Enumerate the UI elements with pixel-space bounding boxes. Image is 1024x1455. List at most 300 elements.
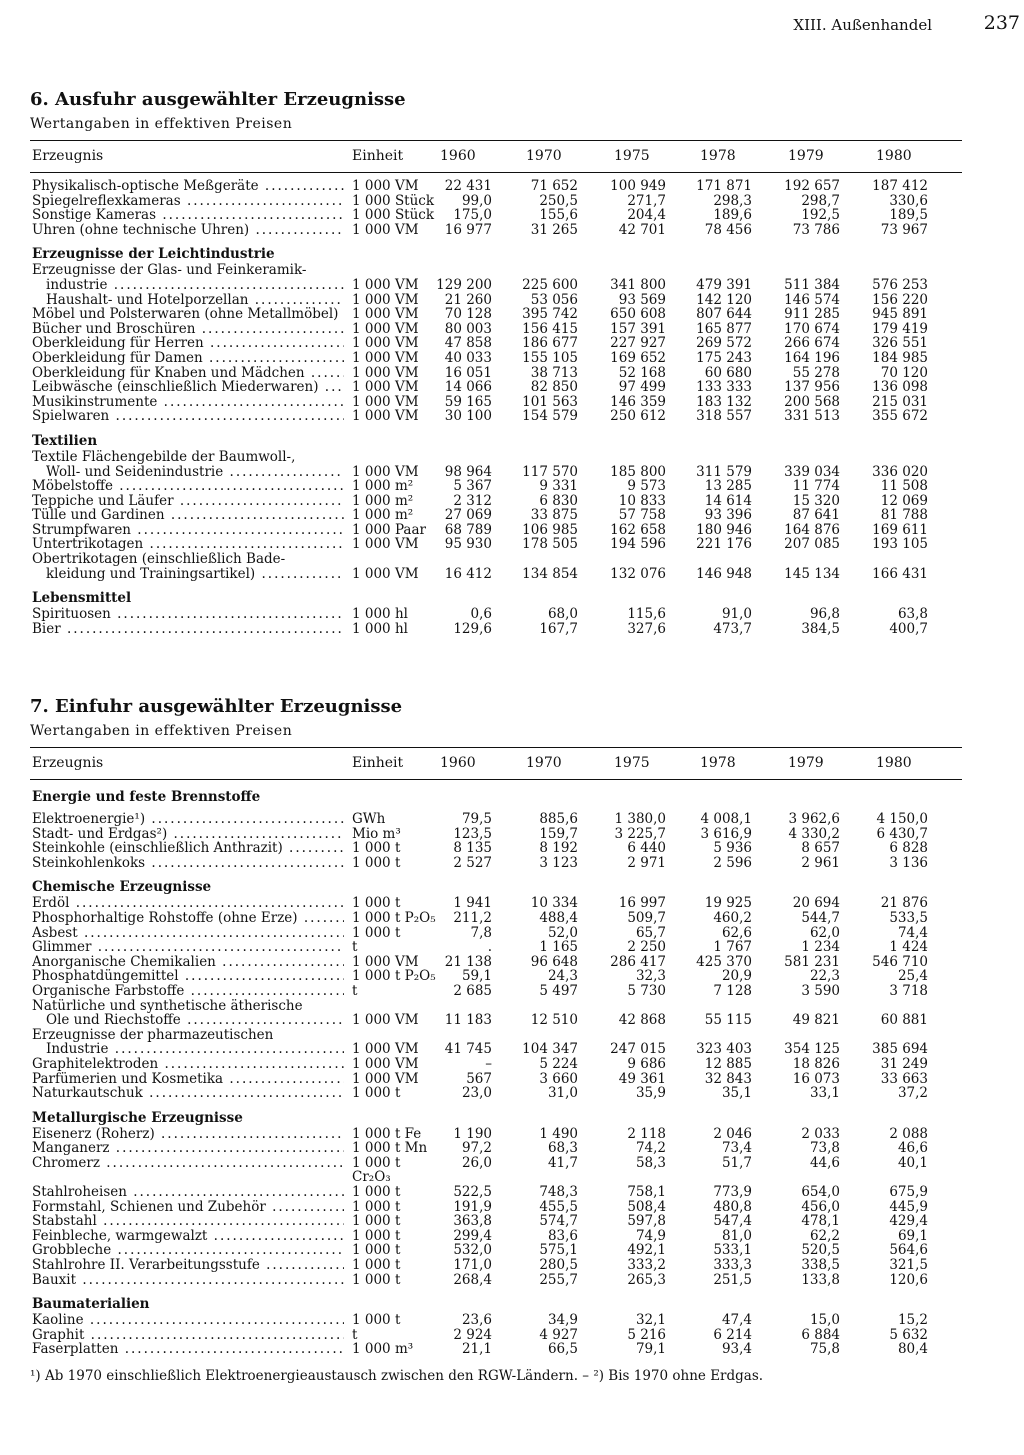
table-row (30, 552, 962, 567)
value-cell: 12 510 (530, 1012, 578, 1029)
footnote: ¹) Ab 1970 einschließlich Elektroenergieaustausch zwischen den RGW-Ländern. – ²) Bis 1970 ohne Erdgas. (30, 1368, 764, 1384)
row-label: Faserplatten ..... (32, 1342, 344, 1357)
value-cell: 15 320 (792, 492, 840, 509)
value-cell: 6 440 (627, 840, 666, 857)
value-cell: 145 134 (784, 565, 840, 582)
value-cell: 37,2 (897, 1085, 928, 1102)
value-cell: 74,4 (897, 924, 928, 941)
value-cell: 133 333 (696, 379, 752, 396)
table-subtitle: Wertangaben in effektiven Preisen (30, 723, 293, 739)
row-label: Stahlrohre II. Verarbeitungsstufe ..... (32, 1258, 344, 1273)
row-unit: 1 000 t (352, 1242, 401, 1259)
value-cell: 129 200 (436, 276, 492, 293)
value-cell: 480,8 (713, 1198, 752, 1215)
value-cell: 247 015 (610, 1041, 666, 1058)
column-header-year: 1978 (700, 755, 736, 771)
value-cell: 2 088 (889, 1125, 928, 1142)
value-cell: 25,4 (897, 968, 928, 985)
table-row (30, 1229, 962, 1244)
value-cell: 41 745 (444, 1041, 492, 1058)
row-unit: 1 000 t (352, 840, 401, 857)
value-cell: 146 359 (610, 393, 666, 410)
table-header (30, 140, 962, 173)
row-label: Woll- und Seidenindustrie ..... (46, 465, 344, 480)
row-label: Sonstige Kameras ..... (32, 208, 344, 223)
value-cell: 6 430,7 (876, 825, 928, 842)
section-heading (30, 788, 962, 806)
value-cell: 331 513 (784, 408, 840, 425)
value-cell: 74,2 (635, 1140, 666, 1157)
value-cell: 169 611 (872, 521, 928, 538)
value-cell: 215 031 (872, 393, 928, 410)
value-cell: 79,1 (635, 1341, 666, 1358)
value-cell: 80,4 (897, 1341, 928, 1358)
value-cell: 3 123 (539, 854, 578, 871)
value-cell: 522,5 (453, 1184, 492, 1201)
table-row (30, 179, 962, 194)
value-cell: 574,7 (539, 1213, 578, 1230)
row-unit: 1 000 VM (352, 379, 419, 396)
value-cell: 193 105 (872, 536, 928, 553)
value-cell: 100 949 (610, 178, 666, 194)
row-unit: Cr₂O₃ (352, 1169, 391, 1186)
value-cell: 945 891 (872, 306, 928, 323)
value-cell: 354 125 (784, 1041, 840, 1058)
value-cell: 183 132 (696, 393, 752, 410)
value-cell: 59,1 (461, 968, 492, 985)
row-unit: 1 000 VM (352, 463, 419, 480)
row-label: Formstahl, Schienen und Zubehör ..... (32, 1200, 344, 1215)
row-label: Phosphatdüngemittel ..... (32, 969, 344, 984)
value-cell: 547,4 (713, 1213, 752, 1230)
table-row (30, 1185, 962, 1200)
row-unit: t (352, 982, 358, 999)
row-label: Tülle und Gardinen ..... (32, 508, 344, 523)
value-cell: 15,2 (897, 1312, 928, 1329)
value-cell: 87 641 (792, 507, 840, 524)
value-cell: 400,7 (889, 620, 928, 637)
value-cell: 488,4 (539, 909, 578, 926)
row-unit: 1 000 Stück (352, 192, 435, 209)
column-header-year: 1979 (788, 755, 824, 771)
value-cell: 16 977 (444, 221, 492, 238)
value-cell: 250,5 (539, 192, 578, 209)
table-row (30, 1214, 962, 1229)
column-header-year: 1979 (788, 148, 824, 164)
value-cell: 14 066 (444, 379, 492, 396)
value-cell: 93 396 (704, 507, 752, 524)
value-cell: 4 008,1 (700, 811, 752, 827)
value-cell: 60 680 (704, 364, 752, 381)
value-cell: 157 391 (610, 320, 666, 337)
value-cell: 265,3 (627, 1271, 666, 1288)
row-label: Textile Flächengebilde der Baumwoll-, (32, 449, 296, 465)
row-unit: 1 000 m² (352, 492, 414, 509)
row-label: Untertrikotagen ..... (32, 537, 344, 552)
table-row (30, 450, 962, 465)
row-unit: 1 000 Paar (352, 521, 426, 538)
value-cell: 363,8 (453, 1213, 492, 1230)
value-cell: 21 876 (880, 895, 928, 912)
value-cell: 23,0 (461, 1085, 492, 1102)
value-cell: 136 098 (872, 379, 928, 396)
import-table (30, 695, 962, 1357)
value-cell: 69,1 (897, 1227, 928, 1244)
value-cell: 533,5 (889, 909, 928, 926)
value-cell: 564,6 (889, 1242, 928, 1259)
value-cell: 27 069 (444, 507, 492, 524)
table-row (30, 607, 962, 622)
table-row (30, 984, 962, 999)
value-cell: 186 677 (522, 335, 578, 352)
value-cell: 170 674 (784, 320, 840, 337)
table-row (30, 1243, 962, 1258)
row-label: Erzeugnisse der pharmazeutischen (32, 1027, 274, 1043)
value-cell: 298,7 (801, 192, 840, 209)
value-cell: 255,7 (539, 1271, 578, 1288)
row-label: Organische Farbstoffe ..... (32, 984, 344, 999)
row-unit: GWh (352, 811, 386, 827)
value-cell: 576 253 (872, 276, 928, 293)
value-cell: 99,0 (461, 192, 492, 209)
value-cell: 384,5 (801, 620, 840, 637)
row-label: Elektroenergie¹) ..... (32, 812, 344, 827)
value-cell: 38 713 (530, 364, 578, 381)
table-row (30, 1086, 962, 1101)
row-unit: 1 000 t (352, 1198, 401, 1215)
value-cell: 8 192 (539, 840, 578, 857)
row-label: Parfümerien und Kosmetika ..... (32, 1072, 344, 1087)
value-cell: 185 800 (610, 463, 666, 480)
column-header-year: 1975 (614, 755, 650, 771)
row-unit: 1 000 t (352, 1312, 401, 1329)
value-cell: 33 663 (880, 1070, 928, 1087)
row-unit: 1 000 t (352, 1257, 401, 1274)
value-cell: 44,6 (809, 1154, 840, 1171)
row-unit: 1 000 VM (352, 1070, 419, 1087)
column-header-product: Erzeugnis (32, 755, 104, 771)
table-row (30, 999, 962, 1014)
row-unit: 1 000 VM (352, 393, 419, 410)
value-cell: 1 424 (889, 939, 928, 956)
value-cell: 8 135 (453, 840, 492, 857)
row-unit: 1 000 t P₂O₅ (352, 909, 436, 926)
row-unit: t (352, 1326, 358, 1343)
value-cell: 164 196 (784, 349, 840, 366)
value-cell: 16 412 (444, 565, 492, 582)
running-head-section: XIII. Außenhandel (793, 16, 932, 34)
section-heading-label: Energie und feste Brennstoffe (32, 789, 261, 805)
column-header-product: Erzeugnis (32, 148, 104, 164)
table-row (30, 1258, 962, 1273)
value-cell: 30 100 (444, 408, 492, 425)
row-label: Steinkohle (einschließlich Anthrazit) ..... (32, 841, 344, 856)
value-cell: 55 278 (792, 364, 840, 381)
value-cell: 123,5 (453, 825, 492, 842)
value-cell: 478,1 (801, 1213, 840, 1230)
value-cell: 299,4 (453, 1227, 492, 1244)
value-cell: 2 971 (627, 854, 666, 871)
value-cell: 96 648 (530, 953, 578, 970)
value-cell: 511 384 (784, 276, 840, 293)
value-cell: 33,1 (809, 1085, 840, 1102)
table-row (30, 278, 962, 293)
table-row (30, 537, 962, 552)
row-label: Öle und Riechstoffe ..... (46, 1013, 344, 1028)
value-cell: – (485, 1055, 492, 1072)
value-cell: 2 118 (627, 1125, 666, 1142)
row-unit: 1 000 t (352, 854, 401, 871)
table-row (30, 479, 962, 494)
column-header-year: 1978 (700, 148, 736, 164)
table-row (30, 1127, 962, 1142)
value-cell: 12 069 (880, 492, 928, 509)
row-unit: 1 000 VM (352, 349, 419, 366)
value-cell: 341 800 (610, 276, 666, 293)
value-cell: 2 685 (453, 982, 492, 999)
value-cell: 154 579 (522, 408, 578, 425)
value-cell: 59 165 (444, 393, 492, 410)
row-unit: 1 000 VM (352, 364, 419, 381)
value-cell: 68,3 (547, 1140, 578, 1157)
table-row (30, 307, 962, 322)
value-cell: 385 694 (872, 1041, 928, 1058)
row-label: Bücher und Broschüren ..... (32, 322, 344, 337)
row-unit: 1 000 t (352, 924, 401, 941)
value-cell: 57 758 (618, 507, 666, 524)
value-cell: 19 925 (704, 895, 752, 912)
value-cell: 2 961 (801, 854, 840, 871)
table-row (30, 336, 962, 351)
table-row (30, 856, 962, 871)
value-cell: 7,8 (470, 924, 492, 941)
value-cell: 395 742 (522, 306, 578, 323)
row-label: Chromerz ..... (32, 1156, 344, 1171)
value-cell: 268,4 (453, 1271, 492, 1288)
row-label: Manganerz ..... (32, 1141, 344, 1156)
value-cell: 95 930 (444, 536, 492, 553)
value-cell: 2 033 (801, 1125, 840, 1142)
value-cell: 532,0 (453, 1242, 492, 1259)
table-row (30, 622, 962, 637)
value-cell: 323 403 (696, 1041, 752, 1058)
value-cell: 200 568 (784, 393, 840, 410)
value-cell: 6 830 (539, 492, 578, 509)
value-cell: 11 183 (444, 1012, 492, 1029)
value-cell: 333,2 (627, 1257, 666, 1274)
row-unit: 1 000 t Fe (352, 1125, 422, 1142)
value-cell: 2 527 (453, 854, 492, 871)
value-cell: 81 788 (880, 507, 928, 524)
row-label: Phosphorhaltige Rohstoffe (ohne Erze) ..... (32, 911, 344, 926)
table-row (30, 841, 962, 856)
table-title: 6. Ausfuhr ausgewählter Erzeugnisse (30, 89, 406, 110)
value-cell: 654,0 (801, 1184, 840, 1201)
value-cell: 5 730 (627, 982, 666, 999)
row-label: Oberkleidung für Herren ..... (32, 336, 344, 351)
value-cell: 339 034 (784, 463, 840, 480)
table-row (30, 1328, 962, 1343)
value-cell: 32,3 (635, 968, 666, 985)
value-cell: 80 003 (444, 320, 492, 337)
value-cell: 31 249 (880, 1055, 928, 1072)
row-label: Teppiche und Läufer ..... (32, 494, 344, 509)
value-cell: 10 334 (530, 895, 578, 912)
value-cell: 4 927 (539, 1326, 578, 1343)
value-cell: 9 686 (627, 1055, 666, 1072)
row-label: Stabstahl ..... (32, 1214, 344, 1229)
value-cell: 1 234 (801, 939, 840, 956)
row-unit: 1 000 m² (352, 478, 414, 495)
value-cell: 142 120 (696, 291, 752, 308)
value-cell: 46,6 (897, 1140, 928, 1157)
row-label: Spiegelreflexkameras ..... (32, 194, 344, 209)
value-cell: 10 833 (618, 492, 666, 509)
value-cell: 21 260 (444, 291, 492, 308)
row-unit: 1 000 hl (352, 606, 408, 623)
row-unit: 1 000 t (352, 1085, 401, 1102)
table-row (30, 208, 962, 223)
value-cell: 81,0 (721, 1227, 752, 1244)
value-cell: 520,5 (801, 1242, 840, 1259)
value-cell: 24,3 (547, 968, 578, 985)
value-cell: 807 644 (696, 306, 752, 323)
value-cell: 68 789 (444, 521, 492, 538)
value-cell: 1 767 (713, 939, 752, 956)
table-row (30, 523, 962, 538)
value-cell: 70 120 (880, 364, 928, 381)
value-cell: 194 596 (610, 536, 666, 553)
value-cell: 62,2 (809, 1227, 840, 1244)
table-row (30, 508, 962, 523)
value-cell: 82 850 (530, 379, 578, 396)
value-cell: 4 150,0 (876, 811, 928, 827)
value-cell: 266 674 (784, 335, 840, 352)
table-row (30, 1057, 962, 1072)
row-label: Graphit ..... (32, 1328, 344, 1343)
value-cell: 20,9 (721, 968, 752, 985)
value-cell: 73 786 (792, 221, 840, 238)
table-row (30, 969, 962, 984)
table-title: 7. Einfuhr ausgewählter Erzeugnisse (30, 696, 403, 717)
row-label: Erzeugnisse der Glas- und Feinkeramik- (32, 263, 307, 278)
value-cell: 55 115 (704, 1012, 752, 1029)
value-cell: 14 614 (704, 492, 752, 509)
row-unit: 1 000 VM (352, 320, 419, 337)
row-unit: 1 000 VM (352, 306, 419, 323)
value-cell: 189,5 (889, 207, 928, 224)
value-cell: 885,6 (539, 811, 578, 827)
value-cell: 65,7 (635, 924, 666, 941)
row-unit: 1 000 t P₂O₅ (352, 968, 436, 985)
value-cell: 18 826 (792, 1055, 840, 1072)
value-cell: 26,0 (461, 1154, 492, 1171)
value-cell: 5 936 (713, 840, 752, 857)
column-header-unit: Einheit (352, 148, 404, 164)
value-cell: 98 964 (444, 463, 492, 480)
row-unit: 1 000 t (352, 1154, 401, 1171)
value-cell: 3 660 (539, 1070, 578, 1087)
value-cell: 748,3 (539, 1184, 578, 1201)
value-cell: 33 875 (530, 507, 578, 524)
section-heading (30, 1295, 962, 1313)
section-heading-label: Baumaterialien (32, 1296, 150, 1313)
value-cell: 650 608 (610, 306, 666, 323)
value-cell: 42 701 (618, 221, 666, 238)
value-cell: 156 220 (872, 291, 928, 308)
value-cell: 327,6 (627, 620, 666, 637)
row-unit: 1 000 VM (352, 953, 419, 970)
value-cell: 269 572 (696, 335, 752, 352)
value-cell: 338,5 (801, 1257, 840, 1274)
value-cell: 492,1 (627, 1242, 666, 1259)
value-cell: 35,1 (721, 1085, 752, 1102)
row-label: Physikalisch-optische Meßgeräte ..... (32, 179, 344, 194)
value-cell: 191,9 (453, 1198, 492, 1215)
section-heading-label: Metallurgische Erzeugnisse (32, 1109, 243, 1126)
value-cell: 93 569 (618, 291, 666, 308)
value-cell: 31,0 (547, 1085, 578, 1102)
value-cell: 187 412 (872, 178, 928, 194)
value-cell: 78 456 (704, 221, 752, 238)
section-heading (30, 878, 962, 896)
row-label: Spielwaren ..... (32, 409, 344, 424)
value-cell: 6 828 (889, 840, 928, 857)
table-row (30, 395, 962, 410)
table-row (30, 263, 962, 278)
section-heading-label: Lebensmittel (32, 590, 132, 607)
value-cell: 425 370 (696, 953, 752, 970)
row-unit: 1 000 VM (352, 276, 419, 293)
value-cell: 286 417 (610, 953, 666, 970)
table-row (30, 351, 962, 366)
value-cell: 460,2 (713, 909, 752, 926)
table-row (30, 1342, 962, 1357)
column-header-year: 1960 (440, 148, 476, 164)
value-cell: 146 948 (696, 565, 752, 582)
value-cell: 250 612 (610, 408, 666, 425)
table-row (30, 380, 962, 395)
value-cell: 129,6 (453, 620, 492, 637)
value-cell: 455,5 (539, 1198, 578, 1215)
value-cell: 70 128 (444, 306, 492, 323)
value-cell: 47 858 (444, 335, 492, 352)
table-header (30, 747, 962, 780)
value-cell: 429,4 (889, 1213, 928, 1230)
table-row (30, 322, 962, 337)
row-label: Kaoline ..... (32, 1313, 344, 1328)
row-unit: 1 000 VM (352, 1055, 419, 1072)
value-cell: 21,1 (461, 1341, 492, 1358)
value-cell: 31 265 (530, 221, 578, 238)
table-row (30, 940, 962, 955)
table-row (30, 366, 962, 381)
value-cell: 115,6 (627, 606, 666, 623)
row-label: Graphitelektroden ..... (32, 1057, 344, 1072)
row-label: Möbel und Polsterwaren (ohne Metallmöbel) ..... (32, 307, 344, 322)
value-cell: 175,0 (453, 207, 492, 224)
value-cell: 60 881 (880, 1012, 928, 1029)
value-cell: 207 085 (784, 536, 840, 553)
row-label: Bauxit ..... (32, 1273, 344, 1288)
value-cell: 3 718 (889, 982, 928, 999)
row-label: Industrie ..... (46, 1042, 344, 1057)
value-cell: 5 224 (539, 1055, 578, 1072)
row-label: Obertrikotagen (einschließlich Bade- (32, 552, 286, 567)
column-header-year: 1970 (526, 148, 562, 164)
column-header-unit: Einheit (352, 755, 404, 771)
value-cell: 91,0 (721, 606, 752, 623)
